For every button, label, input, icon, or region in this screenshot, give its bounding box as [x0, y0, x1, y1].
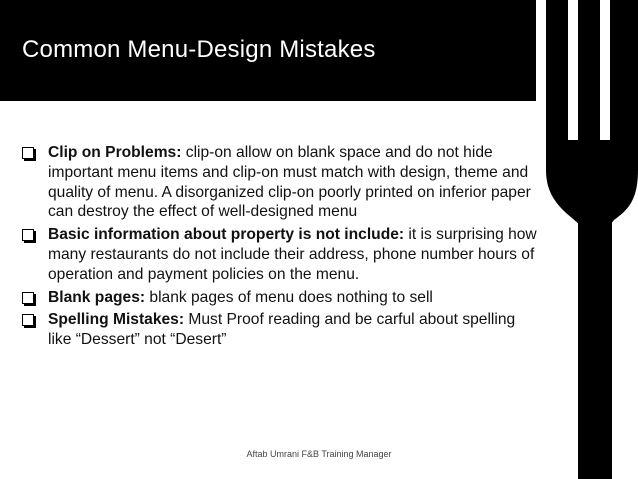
bullet-text: Must Proof reading and be carful about spelling like “Dessert” not “Desert”	[48, 311, 516, 349]
checkbox-bullet-icon	[22, 147, 34, 159]
checkbox-bullet-icon	[22, 292, 34, 304]
bullet-item-basic-info	[18, 225, 542, 284]
bullet-heading: Clip on Problems:	[48, 144, 182, 161]
bullet-heading: Spelling Mistakes:	[48, 311, 185, 329]
bullet-text: blank pages of menu does nothing to sell	[145, 288, 433, 306]
slide-footer: Aftab Umrani F&B Training Manager	[246, 449, 392, 459]
bullet-item-spelling	[18, 310, 542, 350]
bullet-heading: Basic information about property is not include:	[48, 226, 405, 244]
bullet-item-blank-pages	[18, 288, 542, 308]
bullet-heading: Blank pages:	[48, 288, 146, 306]
bullet-text: it is surprising how many restaurants do not include their address, phone number hours of operation and payment policies on the menu.	[48, 226, 537, 283]
bullet-list	[18, 143, 542, 353]
bullet-text: clip-on allow on blank space and do not hide important menu items and clip-on must match with design, theme and quality of menu. A disorganized clip-on poorly printed on inferior paper can destroy the effect of well-designed menu	[48, 144, 531, 221]
checkbox-bullet-icon	[22, 314, 34, 326]
slide-title: Common Menu-Design Mistakes	[22, 36, 376, 63]
bullet-item-clip-on	[18, 143, 542, 222]
title-bar	[0, 0, 536, 101]
checkbox-bullet-icon	[22, 229, 34, 241]
